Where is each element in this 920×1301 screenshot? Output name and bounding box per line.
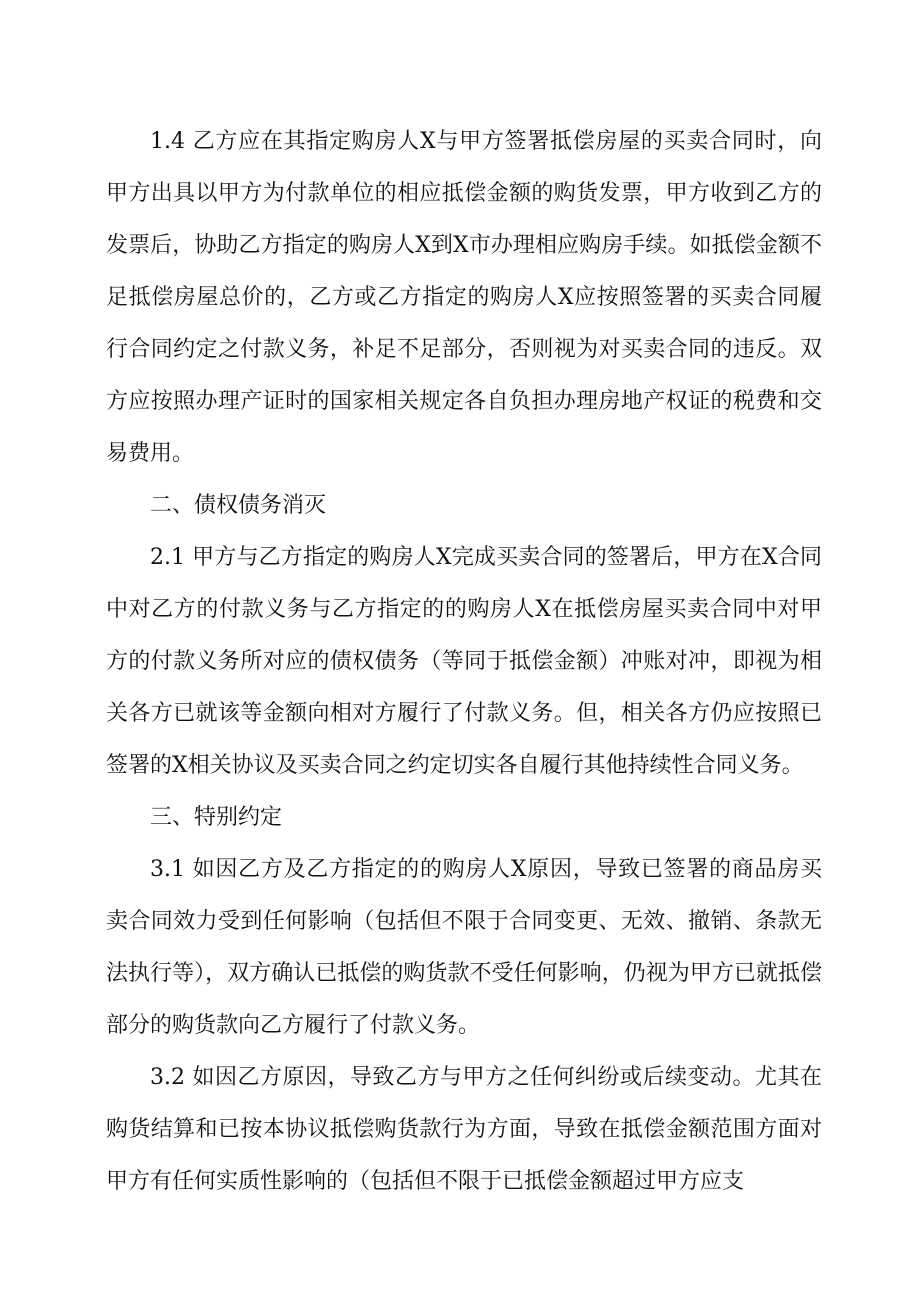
section-heading-3: 三、特别约定: [150, 805, 283, 830]
clause-3-1: 3.1 如因乙方及乙方指定的的购房人X原因，导致已签署的商品房买卖合同效力受到任何影响（包括但不限于合同变更、无效、撤销、条款无法执行等），双方确认已抵偿的购货款不受任何影响，仍视为甲方已就抵偿部分的购货款向乙方履行了付款义务。: [106, 857, 822, 1038]
clause-3-2: 3.2 如因乙方原因，导致乙方与甲方之任何纠纷或后续变动。尤其在购货结算和已按本协议抵偿购货款行为方面，导致在抵偿金额范围方面对甲方有任何实质性影响的（包括但不限于已抵偿金额超过甲方应支: [106, 1065, 822, 1194]
document-body: [106, 116, 822, 1208]
clause-1-4: 1.4 乙方应在其指定购房人X与甲方签署抵偿房屋的买卖合同时，向甲方出具以甲方为付款单位的相应抵偿金额的购货发票，甲方收到乙方的发票后，协助乙方指定的购房人X到X市办理相应购房手续。如抵偿金额不足抵偿房屋总价的，乙方或乙方指定的购房人X应按照签署的买卖合同履行合同约定之付款义务，补足不足部分，否则视为对买卖合同的违反。双方应按照办理产证时的国家相关规定各自负担办理房地产权证的税费和交易费用。: [106, 129, 822, 466]
section-heading-2: 二、债权债务消灭: [150, 493, 327, 518]
clause-2-1: 2.1 甲方与乙方指定的购房人X完成买卖合同的签署后，甲方在X合同中对乙方的付款义务与乙方指定的的购房人X在抵偿房屋买卖合同中对甲方的付款义务所对应的债权债务（等同于抵偿金额）冲账对冲，即视为相关各方已就该等金额向相对方履行了付款义务。但，相关各方仍应按照已签署的X相关协议及买卖合同之约定切实各自履行其他持续性合同义务。: [106, 545, 822, 778]
